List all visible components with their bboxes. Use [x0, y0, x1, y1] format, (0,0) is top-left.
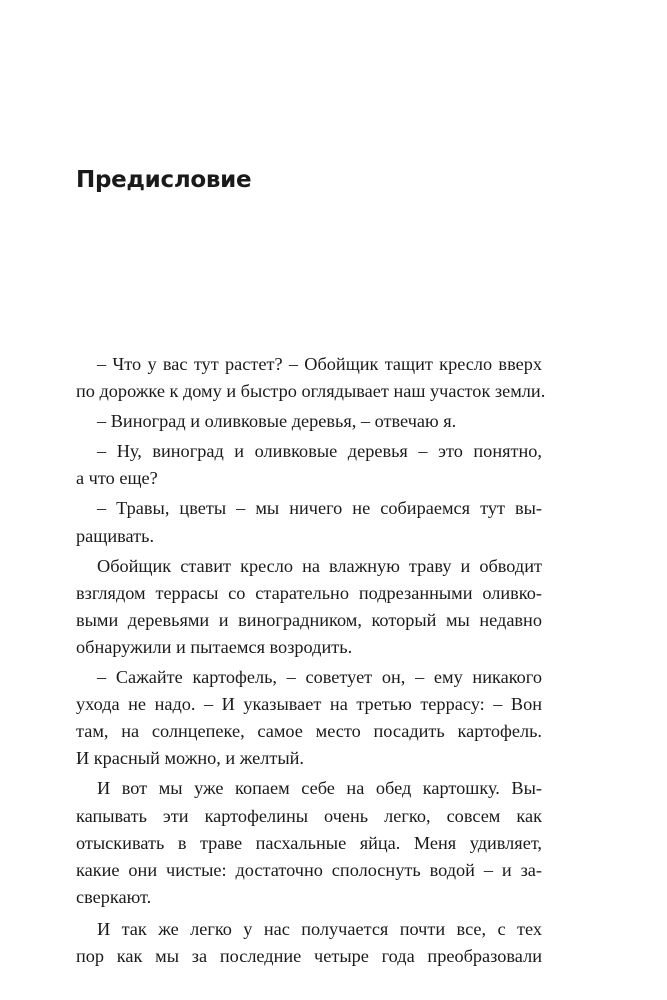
text-line: капывать эти картофелины очень легко, совсем как	[76, 805, 542, 826]
text-line: по дорожке к дому и быстро оглядывает наш участок земли.	[76, 381, 546, 402]
text-line: выми деревьями и виноградником, который мы недавно	[76, 609, 542, 630]
text-line: там, на солнцепеке, самое место посадить картофель.	[76, 721, 542, 742]
text-line: – Сажайте картофель, – советует он, – ему никакого	[97, 667, 542, 688]
text-line: И красный можно, и желтый.	[76, 748, 304, 769]
text-line: И вот мы уже копаем себе на обед картошку. Вы-	[97, 778, 542, 799]
text-line: ухода не надо. – И указывает на третью террасу: – Вон	[76, 694, 542, 715]
text-line: – Травы, цветы – мы ничего не собираемся тут вы-	[97, 498, 542, 519]
text-line: – Что у вас тут растет? – Обойщик тащит кресло вверх	[97, 354, 542, 374]
body-text	[76, 351, 546, 970]
text-line: – Ну, виноград и оливковые деревья – это понятно,	[97, 441, 542, 462]
text-line: обнаружили и пытаемся возродить.	[76, 636, 353, 657]
text-line: какие они чистые: достаточно сполоснуть водой – и за-	[76, 859, 542, 880]
text-line: И так же легко у нас получается почти все, с тех	[97, 918, 542, 939]
text-line: а что еще?	[76, 468, 158, 489]
text-line: сверкают.	[76, 886, 152, 907]
text-line: – Виноград и оливковые деревья, – отвечаю я.	[97, 411, 457, 432]
text-line: ращивать.	[76, 525, 155, 546]
text-line: взглядом террасы со старательно подрезанными оливко-	[76, 582, 542, 603]
text-line: Обойщик ставит кресло на влажную траву и обводит	[97, 555, 542, 576]
text-line: пор как мы за последние четыре года преобразовали	[76, 945, 542, 966]
chapter-heading: Предисловие	[76, 167, 252, 193]
text-line: отыскивать в траве пасхальные яйца. Меня удивляет,	[76, 832, 542, 853]
